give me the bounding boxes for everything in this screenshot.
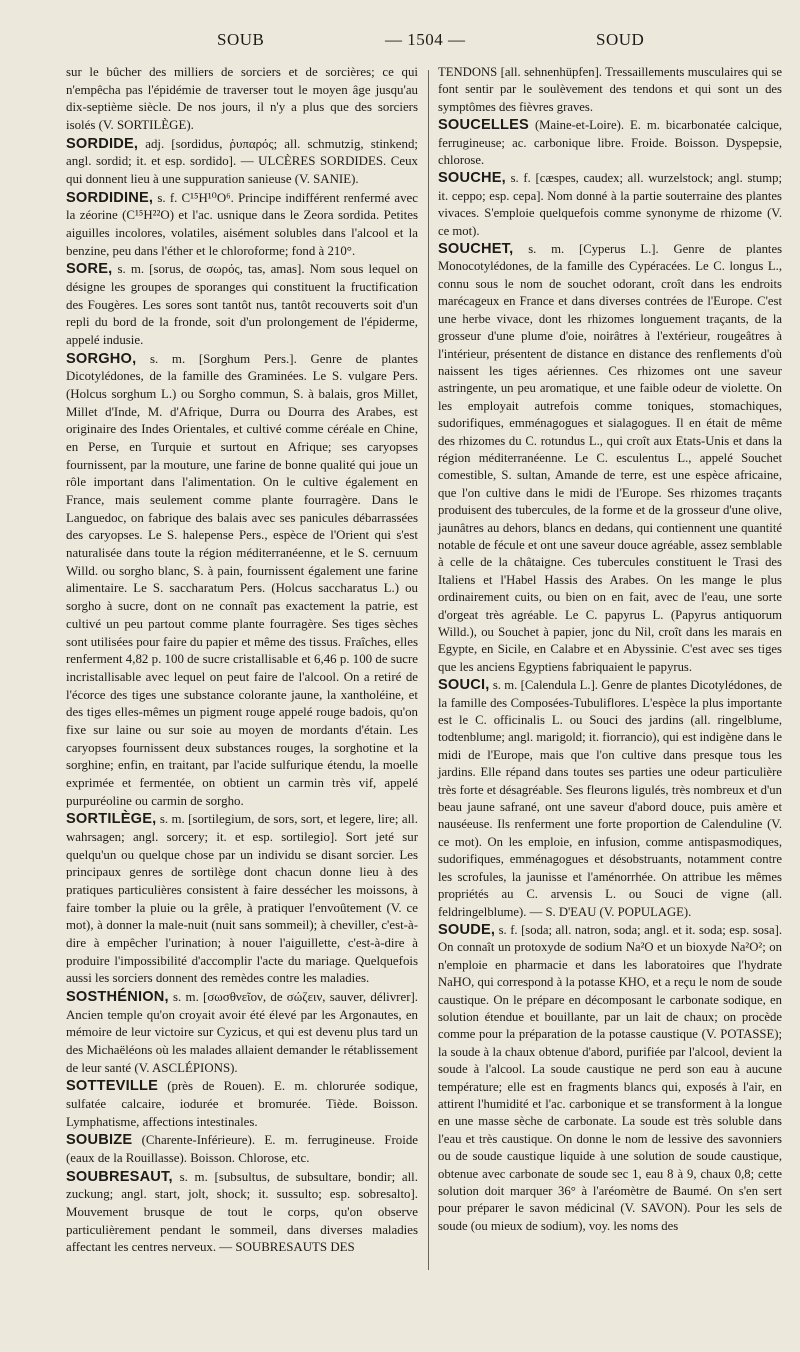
entry-text: s. m. [σωσθνεῖον, de σώζειν, sauver, délivrer]. Ancien temple qu'on croyait avoir été élevé par les Argonautes, en mémoire de leur victoire sur Cyzicus, et qui est devenu plus tard un des Michaëléons où les malades allaient demander le rétablissement de leur santé (V. ASCLÉPIONS).	[66, 989, 418, 1075]
dictionary-entry	[438, 170, 782, 240]
dictionary-entry	[66, 351, 418, 810]
entry-text: s. m. [Sorghum Pers.]. Genre de plantes Dicotylédones, de la famille des Graminées. Le S. vulgare Pers. (Holcus sorghum L.) ou Sorgho commun, S. à balais, gros Millet, Millet d'Inde, M. d'Afrique, Durra ou Dourra des Arabes, est originaire des Indes Orientales, et cultivé comme céréale en Chine, en Perse, en Turquie et surtout en Afrique; ses caryopses fournissent, par la mouture, une farine de bonne qualité qui joue un rôle important dans l'alimentation. On le cultive également en France, mais seulement comme plante fourragère. Dans le Languedoc, on fabrique des balais avec ses panicules débarrassées des caryopses. Le S. halepense Pers., espèce de l'Orient qui s'est naturalisée dans toute la région méditerranéenne, et le S. cernuum Willd. ou sorgho blanc, S. à pain, fournissent également une farine alimentaire. Le S. saccharatum Pers. (Holcus saccharatus L.) ou sorgho à sucre, dont on ne connaît pas exactement la patrie, est cultivé un peu partout comme plante fourragère. Ses tiges sèches sont utilisées pour faire du papier et même des tissus. Fraîches, elles renferment 4,82 p. 100 de sucre cristallisable et 6,46 p. 100 de sucre incristallisable avec lequel on peut faire de l'alcool. On a retiré de l'écorce des tiges une substance colorante jaune, la xantholéine, et des tiges elles-mêmes un pigment rouge appelé rouge badois, qu'on fixe sur laine ou sur soie au moyen de mordants d'étain. Les caryopses fournissent deux substances rouges, la sorghotine et la sorghine; enfin, en traitant, par l'acide sulfurique étendu, la moelle exprimée et fermentée, on obtient un carmin très vif, appelé purpuréoline ou carmin de sorgho.	[66, 351, 418, 808]
entry-text: s. m. [Calendula L.]. Genre de plantes Dicotylédones, de la famille des Composées-Tubuliflores. L'espèce la plus importante est le C. officinalis L. ou Souci des jardins (all. ringelblume, todtenblume; angl. marigold; it. fiorrancio), qui est indigène dans le midi de l'Europe, mais que l'on cultive dans presque tous les jardins. Elle répand dans toutes ses parties une odeur particulière très forte et désagréable. Ses fleurons ligulés, très nombreux et d'un beau jaune safrané, ont une saveur d'abord douce, puis amère et nauséeuse. Ils renferment une forte proportion de Calenduline (V. ce mot). On les emploie, en infusion, comme antispasmodiques, sudorifiques, emménagogues et désobstruants, notamment contre les scrofules, la jaunisse et l'aménorrhée. On attribue les mêmes propriétés au C. arvensis L. ou Souci de vigne (all. feldringelblume). — S. D'EAU (V. POPULAGE).	[438, 678, 782, 919]
dictionary-entry	[66, 989, 418, 1077]
entry-headword: SORE,	[66, 261, 113, 278]
dictionary-entry	[66, 811, 418, 988]
left-column	[66, 64, 418, 1258]
entry-text: adj. [sordidus, ῥυπαρός; all. schmutzig, stinkend; angl. sordid; it. et esp. sordido]. — ULCÈRES SORDIDES. Ceux qui donnent lieu à une suppuration sanieuse (V. SANIE).	[66, 136, 418, 187]
entry-headword: SOUBIZE	[66, 1132, 133, 1149]
entry-text: (Charente-Inférieure). E. m. ferrugineuse. Froide (eaux de la Rouillasse). Boisson. Chlorose, etc.	[66, 1133, 418, 1165]
entry-text: s. m. [sorus, de σωρός, tas, amas]. Nom sous lequel on désigne les groupes de sporanges qui constituent la fructification des Fougères. Les sores sont tantôt nus, tantôt recouverts soit d'un repli du bord de la fronde, soit d'un prolongement de l'épiderme, appelé indusie.	[66, 262, 418, 348]
entry-headword: SOUDE,	[438, 921, 496, 938]
header-right-guide-word: SOUD	[596, 30, 645, 49]
dictionary-entry	[66, 136, 418, 189]
dictionary-entry	[438, 241, 782, 676]
entry-text: sur le bûcher des milliers de sorciers et de sorcières; ce qui n'empêcha pas l'épidémie de traverser tout le moyen âge jusqu'au dix-septième siècle. De nos jours, il n'y a plus que des sorciers isolés (V. SORTILÈGE).	[66, 65, 418, 133]
entry-text: s. m. [sortilegium, de sors, sort, et legere, lire; all. wahrsagen; angl. sorcery; it. et esp. sortilegio]. Sort jeté sur quelqu'un ou quelque chose par un individu se disant sorcier. Les principaux genres de sortilège dont chacun donne lieu à des pratiques particulières consistent à faire dessécher les moissons, à faire tomber la pluie ou la grêle, à pratiquer l'envoûtement (V. ce mot), à donner la male-nuit (nuit sans sommeil); à cheviller, c'est-à-dire à empêcher l'urination; à nouer l'aiguillette, c'est-à-dire à produire l'impossibilité d'accomplir l'acte du mariage. Quelquefois aussi les sorciers donnent des remèdes contre les maladies.	[66, 812, 418, 986]
entry-headword: SOUCI,	[438, 677, 490, 694]
entry-headword: SOUBRESAUT,	[66, 1168, 173, 1185]
entry-text: s. m. [subsultus, de subsultare, bondir; all. zuckung; angl. start, jolt, shock; it. sussulto; esp. sobresalto]. Mouvement brusque de tout le corps, qu'on observe particulièrement pendant le sommeil, dans diverses maladies affectant les centres nerveux. — SOUBRESAUTS DES	[66, 1169, 418, 1255]
dictionary-entry	[66, 261, 418, 349]
dictionary-entry	[66, 1132, 418, 1167]
entry-headword: SOUCELLES	[438, 117, 529, 134]
header-left-guide-word: SOUB	[217, 30, 265, 49]
entry-text: (Maine-et-Loire). E. m. bicarbonatée calcique, ferrugineuse; ac. carbonique libre. Froide. Boisson. Dyspepsie, chlorose.	[438, 118, 782, 168]
dictionary-entry	[66, 190, 418, 261]
entry-headword: SOTTEVILLE	[66, 1078, 158, 1095]
entry-text: s. f. C¹⁵H¹⁰O⁶. Principe indifférent renfermé avec la zéorine (C¹⁵H²²O) et l'ac. usnique dans le Zeora sordida. Petites aiguilles incolores, volatiles, aisément solubles dans l'alcool et la benzine, peu dans l'éther et le chloroforme; fond à 210°.	[66, 190, 418, 258]
right-column	[438, 64, 782, 1236]
entry-headword: SORDIDE,	[66, 135, 139, 152]
entry-text: TENDONS [all. sehnenhüpfen]. Tressaillements musculaires qui se font sentir par le soulèvement des tendons et qui sont un des symptômes des fièvres graves.	[438, 65, 782, 114]
dictionary-entry	[438, 677, 782, 921]
dictionary-entry	[438, 117, 782, 169]
entry-text: (près de Rouen). E. m. chlorurée sodique, sulfatée calcaire, iodurée et bromurée. Tiède. Boisson. Lymphatisme, affections intestinales.	[66, 1079, 418, 1129]
entry-headword: SOUCHE,	[438, 170, 506, 187]
dictionary-entry	[66, 64, 418, 135]
entry-headword: SORDIDINE,	[66, 189, 154, 206]
entry-text: s. f. [soda; all. natron, soda; angl. et it. soda; esp. sosa]. On connaît un protoxyde de sodium Na²O et un bioxyde Na²O²; on n'emploie en pharmacie et dans les laboratoires que l'hydrate NaHO, qui correspond à la potasse KHO, et a reçu le nom de soude caustique. On le prépare en décomposant le carbonate sodique, en solution étendue et bouillante, par un lait de chaux; on procède comme pour la préparation de la potasse caustique (V. POTASSE); la soude à la chaux obtenue d'abord, purifiée par l'alcool, devient la soude à l'alcool. La soude caustique ne perd son eau à aucune température; elle est en fragments blancs qui, exposés à l'air, en attirent l'humidité et l'ac. carbonique et se transforment à la longue en une masse sèche de carbonate. La soude est très soluble dans l'eau et très caustique. On donne le nom de lessive des savonniers ou de soude caustique liquide à une solution de soude caustique, obtenue avec carbonate de soude sec 1, eau 8 à 9, chaux 0,8; cette solution doit marquer 36° à l'aréomètre de Baumé. On s'en sert pour préparer le savon médicinal (V. SAVON). Pour les sels de soude (ou mieux de sodium), voy. les noms des	[438, 922, 782, 1233]
dictionary-entry	[438, 922, 782, 1235]
column-divider	[428, 70, 429, 1270]
dictionary-entry	[438, 64, 782, 116]
entry-headword: SORTILÈGE,	[66, 811, 157, 828]
page-number: — 1504 —	[385, 30, 466, 49]
running-header	[0, 30, 800, 58]
dictionary-entry	[66, 1078, 418, 1131]
entry-headword: SORGHO,	[66, 350, 137, 367]
entry-headword: SOUCHET,	[438, 241, 514, 258]
dictionary-entry	[66, 1169, 418, 1257]
entry-text: s. f. [cæspes, caudex; all. wurzelstock; angl. stump; it. ceppo; esp. cepa]. Nom donné à la partie souterraine des plantes vivaces. S'emploie quelquefois comme synonyme de rhizome (V. ce mot).	[438, 171, 782, 238]
entry-text: s. m. [Cyperus L.]. Genre de plantes Monocotylédones, de la famille des Cypéracées. Le C. longus L., connu sous le nom de souchet odorant, croît dans les endroits marécageux en France et dans diverses contrées de l'Europe. C'est une herbe vivace, dont les rhizomes longuement traçants, de la grosseur d'une plume d'oie, noirâtres à l'extérieur, rougeâtres à l'intérieur, présentent de distance en distance des renflements d'où naissent les tiges aériennes. Ces rhizomes ont une saveur astringente, un peu aromatique, et une faible odeur de violette. On les employait autrefois comme toniques, stomachiques, sudorifiques, emménagogues et sialagogues. Il en était de même des rhizomes du C. rotundus L., qui croît aux Etats-Unis et dans la région méditerranéenne. Le C. esculentus L., appelé Souchet comestible, S. sultan, Amande de terre, est une espèce africaine, que l'on cultive dans le midi de l'Europe. Ses rhizomes traçants produisent des tubercules, de la forme et de la grosseur d'une olive, jaunâtres au dehors, blancs en dedans, qui contiennent une quantité notable de fécule et ont une saveur douce agréable, assez semblable à celle de la châtaigne. Ces tubercules constituent le Trasi des Italiens et l'Habel Hassis des Arabes. On les mange le plus ordinairement cuits, ou bien on en fait, avec de l'eau, une sorte d'orgeat très agréable. Le C. papyrus L. (Papyrus antiquorum Willd.), ou Souchet à papier, jonc du Nil, croît dans les marais en Egypte, en Sicile, en Calabre et en Abyssinie. C'est avec ses tiges que les anciens Egyptiens fabriquaient le papyrus.	[438, 242, 783, 674]
entry-headword: SOSTHÉNION,	[66, 988, 169, 1005]
